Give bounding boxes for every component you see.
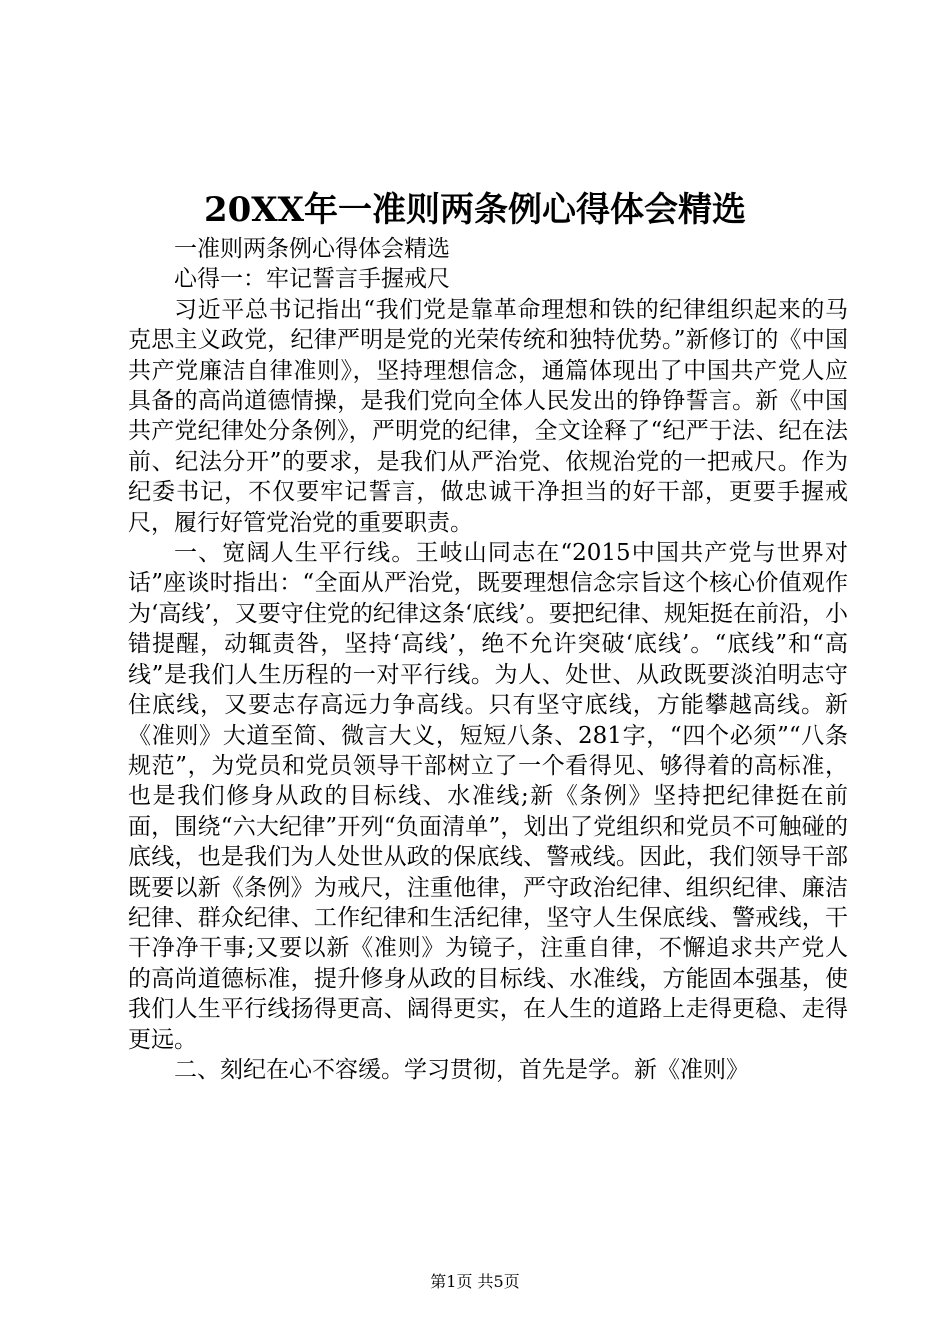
paragraph-subtitle: 一准则两条例心得体会精选 (174, 236, 450, 262)
paragraph-section-heading: 心得一：牢记誓言手握戒尺 (174, 266, 450, 293)
document-title: 20XX年一准则两条例心得体会精选 (203, 190, 747, 230)
paragraph: 一、宽阔人生平行线。王岐山同志在“2015中国共产党与世界对话”座谈时指出：“全面从严治党，既要理想信念宗旨这个核心价值观作为‘高线’，又要守住党的纪律这条‘底线’。要把纪律、规矩挺在前沿，小错提醒，动辄责咎，坚持‘高线’，绝不允许突破‘底线’。“底线”和“高线”是我们人生历程的一对平行线。为人、处世、从政既要淡泊明志守住底线，又要志存高远力争高线。只有坚守底线，方能攀越高线。新《准则》大道至简、微言大义，短短八条、281字，“四个必须”“八条规范”，为党员和党员领导干部树立了一个看得见、够得着的高标准，也是我们修身从政的目标线、水准线;新《条例》坚持把纪律挺在前面，围绕“六大纪律”开列“负面清单”，划出了党组织和党员不可触碰的底线，也是我们为人处世从政的保底线、警戒线。因此，我们领导干部既要以新《条例》为戒尺，注重他律，严守政治纪律、组织纪律、廉洁纪律、群众纪律、工作纪律和生活纪律，坚守人生保底线、警戒线，干干净净干事;又要以新《准则》为镜子，注重自律，不懈追求共产党人的高尚道德标准，提升修身从政的目标线、水准线，方能固本强基，使我们人生平行线扬得更高、阔得更实，在人生的道路上走得更稳、走得更远。 (128, 540, 848, 1053)
paragraph: 二、刻纪在心不容缓。学习贯彻，首先是学。新《准则》 (174, 1056, 749, 1083)
page-number-footer: 第1页 共5页 (430, 1272, 520, 1291)
paragraph: 习近平总书记指出“我们党是靠革命理想和铁的纪律组织起来的马克思主义政党，纪律严明是党的光荣传统和独特优势。”新修订的《中国共产党廉洁自律准则》，坚持理想信念，通篇体现出了中国共产党人应具备的高尚道德情操，是我们党向全体人民发出的铮铮誓言。新《中国共产党纪律处分条例》，严明党的纪律，全文诠释了“纪严于法、纪在法前、纪法分开”的要求，是我们从严治党、依规治党的一把戒尺。作为纪委书记，不仅要牢记誓言，做忠诚干净担当的好干部，更要手握戒尺，履行好管党治党的重要职责。 (128, 296, 848, 536)
document-body (128, 234, 848, 1085)
